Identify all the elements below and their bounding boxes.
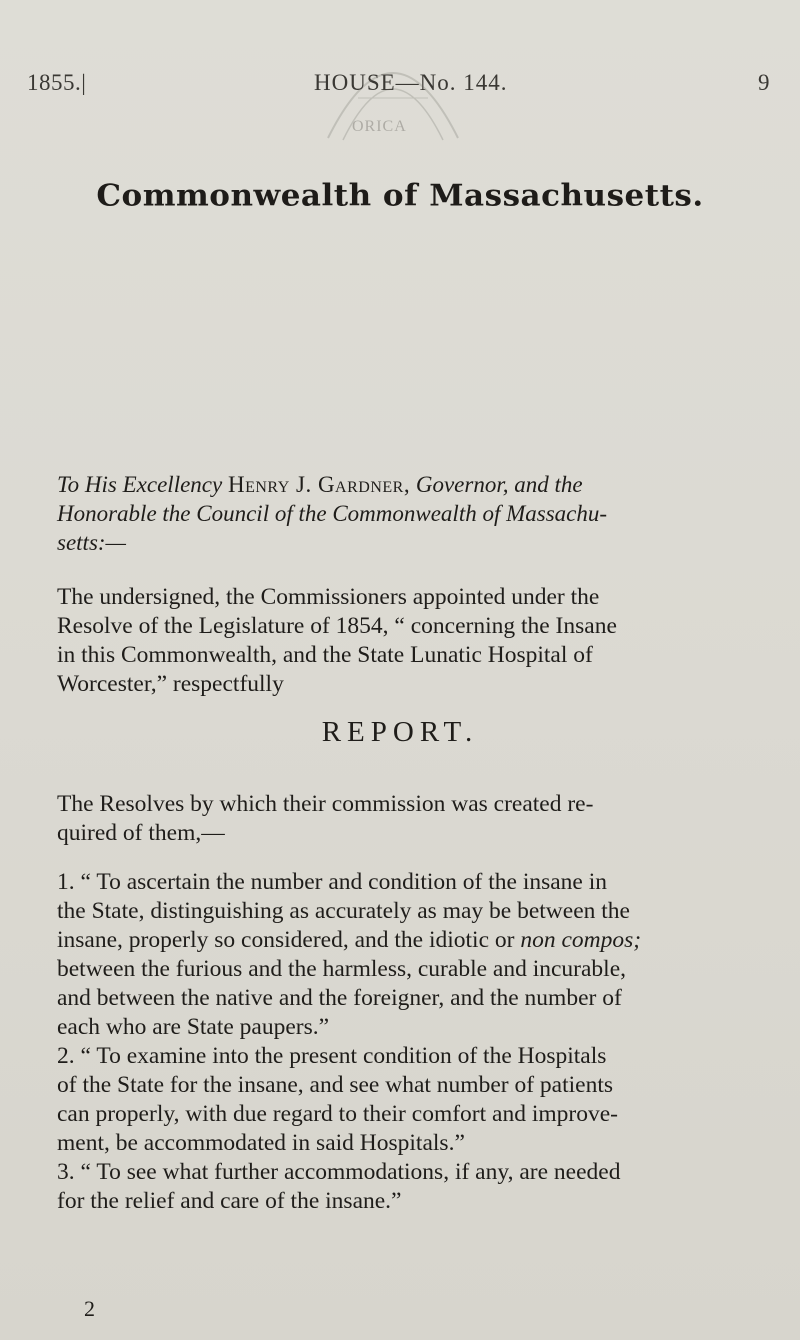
report-heading: REPORT. xyxy=(321,716,479,748)
masthead: Commonwealth of Massachusetts. xyxy=(96,178,704,214)
item-line: 2. “ To examine into the present condition of the Hospitals xyxy=(57,1043,607,1069)
resolve-item-1 xyxy=(57,868,763,1042)
intro-line: in this Commonwealth, and the State Lunatic Hospital of xyxy=(57,642,593,668)
item-line: for the relief and care of the insane.” xyxy=(57,1188,402,1214)
item-line xyxy=(57,926,763,955)
item-line: between the furious and the harmless, curable and incurable, xyxy=(57,956,627,982)
resolve-item-3 xyxy=(57,1158,763,1216)
watermark-lettering: ORICA xyxy=(352,118,407,135)
intro-paragraph xyxy=(57,583,763,699)
salutation-line1-rest: Governor, and the xyxy=(410,472,583,497)
header-year: 1855.| xyxy=(27,70,87,95)
item-line: 1. “ To ascertain the number and condition of the insane in xyxy=(57,869,608,895)
item-italic-phrase: non compos; xyxy=(520,927,642,953)
salutation-line2: Honorable the Council of the Commonwealth of Massachu- xyxy=(57,501,608,526)
intro-line: The undersigned, the Commissioners appointed under the xyxy=(57,584,600,610)
resolves-line: quired of them,— xyxy=(57,820,225,846)
item-line: 3. “ To see what further accommodations, if any, are needed xyxy=(57,1159,621,1185)
item-line: and between the native and the foreigner, and the number of xyxy=(57,985,622,1011)
item-line: of the State for the insane, and see what number of patients xyxy=(57,1072,613,1098)
item-line: each who are State paupers.” xyxy=(57,1014,330,1040)
salutation xyxy=(57,470,757,557)
resolves-paragraph xyxy=(57,790,763,848)
intro-line: Worcester,” respectfully xyxy=(57,671,284,697)
salutation-line3: setts:— xyxy=(57,530,126,555)
library-stamp-watermark xyxy=(318,28,468,158)
page-number: 9 xyxy=(758,70,770,95)
item-line: the State, distinguishing as accurately as may be between the xyxy=(57,898,630,924)
intro-line: Resolve of the Legislature of 1854, “ concerning the Insane xyxy=(57,613,617,639)
resolve-item-2 xyxy=(57,1042,763,1158)
resolves-line: The Resolves by which their commission was created re- xyxy=(57,791,594,817)
salutation-name: Henry J. Gardner, xyxy=(227,472,411,497)
item-line: ment, be accommodated in said Hospitals.” xyxy=(57,1130,465,1156)
item-line: can properly, with due regard to their comfort and improve- xyxy=(57,1101,618,1127)
item-line-text: insane, properly so considered, and the idiotic or xyxy=(57,927,521,953)
salutation-prefix: To His Excellency xyxy=(57,472,228,497)
signature-mark: 2 xyxy=(84,1296,95,1321)
header-title: HOUSE—No. 144. xyxy=(314,70,508,95)
